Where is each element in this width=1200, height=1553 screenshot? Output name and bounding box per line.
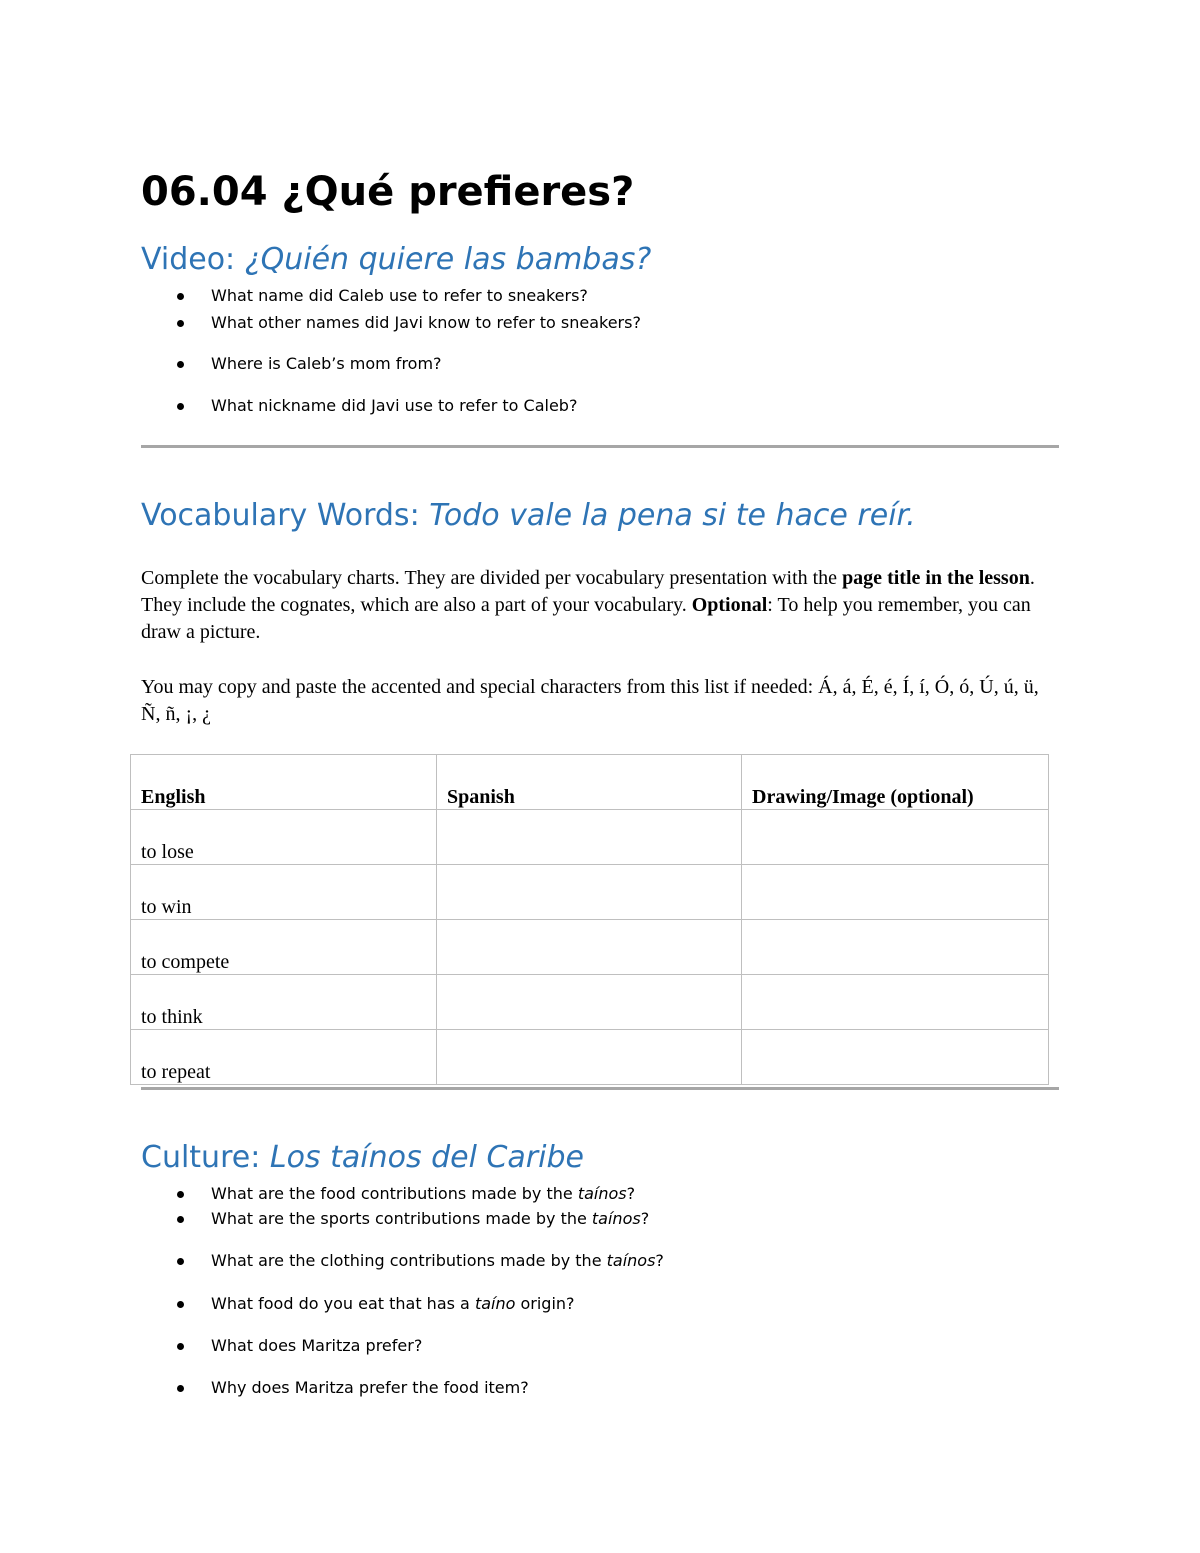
table-row — [131, 810, 1049, 865]
intro-bold-optional: Optional — [691, 594, 768, 616]
special-characters-note: You may copy and paste the accented and special characters from this list if needed: Á, á, É, é, Í, í, Ó, ó, Ú, ú, ü, Ñ, ñ, ¡, ¿ — [141, 676, 1039, 725]
list-item: What other names did Javi know to refer to sneakers? — [211, 313, 641, 332]
drawing-cell[interactable] — [742, 865, 1049, 920]
vocab-title: Todo vale la pena si te hace reír. — [429, 498, 916, 533]
section-divider — [141, 445, 1059, 448]
video-label: Video: — [141, 242, 245, 277]
english-cell: to repeat — [131, 1030, 437, 1085]
list-item: What food do you eat that has a taíno origin? — [211, 1294, 575, 1313]
english-cell: to think — [131, 975, 437, 1030]
section-divider — [141, 1087, 1059, 1090]
spanish-answer-cell[interactable] — [437, 810, 742, 865]
table-row — [131, 920, 1049, 975]
video-title: ¿Quién quiere las bambas? — [244, 242, 652, 277]
spanish-answer-cell[interactable] — [437, 975, 742, 1030]
table-row — [131, 865, 1049, 920]
header-spanish: Spanish — [437, 755, 742, 810]
list-item: What are the clothing contributions made by the taínos? — [211, 1251, 664, 1270]
video-heading — [141, 242, 651, 278]
english-cell: to win — [131, 865, 437, 920]
intro-bold-page-title: page title in the lesson — [842, 567, 1030, 589]
culture-title: Los taínos del Caribe — [269, 1140, 584, 1175]
vocabulary-table — [130, 754, 1049, 1085]
spanish-answer-cell[interactable] — [437, 865, 742, 920]
table-header-row — [131, 755, 1049, 810]
header-english: English — [131, 755, 437, 810]
list-item: Where is Caleb’s mom from? — [211, 354, 442, 373]
intro-text: . They include the cognates, which are also a part of your vocabulary. — [141, 567, 1035, 616]
spanish-answer-cell[interactable] — [437, 920, 742, 975]
english-cell: to lose — [131, 810, 437, 865]
list-item: What are the sports contributions made by the taínos? — [211, 1209, 650, 1228]
english-cell: to compete — [131, 920, 437, 975]
spanish-answer-cell[interactable] — [437, 1030, 742, 1085]
list-item: What does Maritza prefer? — [211, 1336, 423, 1355]
page-title: 06.04 ¿Qué prefieres? — [141, 169, 635, 215]
table-row — [131, 1030, 1049, 1085]
drawing-cell[interactable] — [742, 810, 1049, 865]
vocab-intro — [141, 565, 1059, 646]
drawing-cell[interactable] — [742, 1030, 1049, 1085]
intro-text: Complete the vocabulary charts. They are divided per vocabulary presentation with the — [141, 567, 843, 589]
vocab-heading — [141, 498, 916, 534]
table-row — [131, 975, 1049, 1030]
drawing-cell[interactable] — [742, 920, 1049, 975]
culture-heading — [141, 1140, 584, 1176]
header-drawing: Drawing/Image (optional) — [742, 755, 1049, 810]
vocab-label: Vocabulary Words: — [141, 498, 430, 533]
list-item: Why does Maritza prefer the food item? — [211, 1378, 529, 1397]
intro-text: : To help you remember, you can draw a picture. — [141, 594, 1031, 643]
list-item: What nickname did Javi use to refer to Caleb? — [211, 396, 578, 415]
culture-label: Culture: — [141, 1140, 270, 1175]
drawing-cell[interactable] — [742, 975, 1049, 1030]
list-item: What name did Caleb use to refer to sneakers? — [211, 286, 588, 305]
list-item: What are the food contributions made by the taínos? — [211, 1184, 636, 1203]
